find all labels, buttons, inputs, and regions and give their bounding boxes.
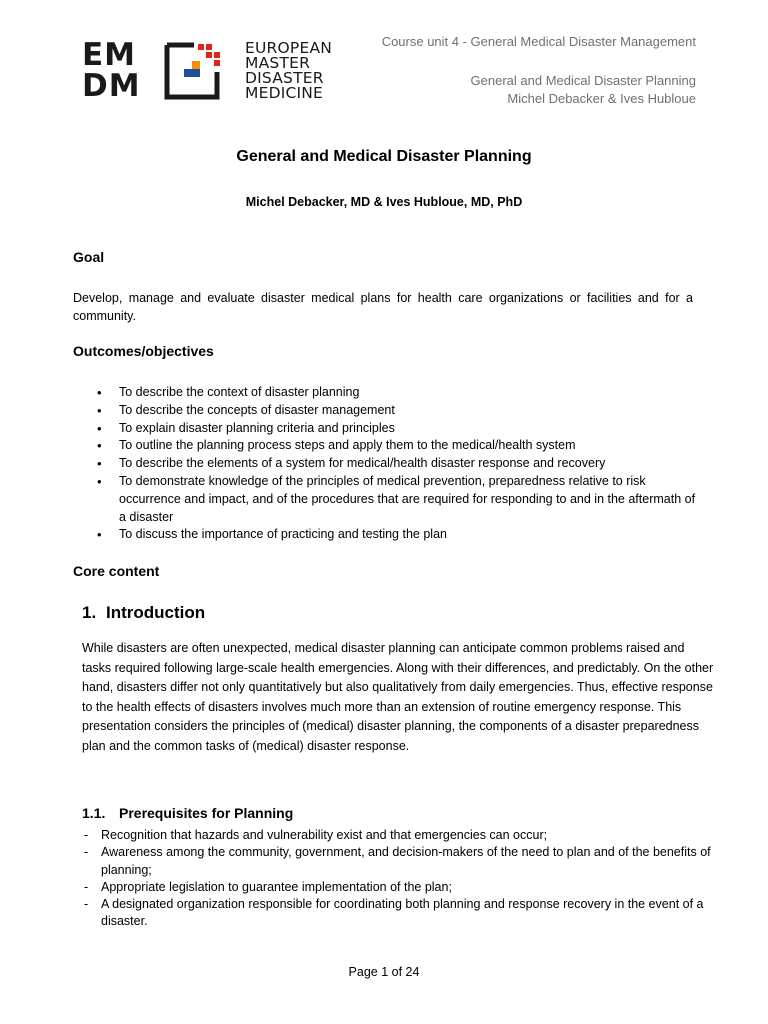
objectives-list (97, 384, 697, 544)
logo-letters (82, 37, 141, 104)
list-item: • To describe the context of disaster planning (97, 384, 697, 402)
section-heading-introduction (82, 603, 205, 623)
list-item: - Appropriate legislation to guarantee implementation of the plan; (82, 879, 712, 896)
logo-wordmark (245, 41, 332, 101)
subsection-heading-prerequisites (82, 805, 293, 821)
prerequisites-list (82, 827, 712, 931)
logo-word: MASTER (245, 54, 311, 72)
logo-word: MEDICINE (245, 84, 324, 102)
emdm-logo (82, 37, 342, 104)
running-title: General and Medical Disaster Planning (470, 73, 696, 88)
objectives-heading: Outcomes/objectives (73, 343, 214, 359)
list-item: • To describe the elements of a system for medical/health disaster response and recovery (97, 455, 697, 473)
introduction-text: While disasters are often unexpected, medical disaster planning can anticipate common problems raised and tasks required following large-scale health emergencies. Along with their differences, and predictably. On the other hand, disasters differ not only quantitatively but also qualitatively from daily emergencies. Thus, effective response to the health effects of disasters involves much more than an extension of routine emergency response. This presentation considers the principles of (medical) disaster planning, the components of a disaster preparedness plan and the common tasks of (medical) disaster response. (82, 641, 714, 753)
goal-heading: Goal (73, 249, 105, 265)
logo-word: EUROPEAN (245, 39, 333, 57)
list-item: • To demonstrate knowledge of the principles of medical prevention, preparedness relative to risk occurrence and impact, and of the procedures that are required for responding to and in the aftermath of a disaster (97, 473, 697, 526)
list-item: • To discuss the importance of practicing and testing the plan (97, 526, 697, 544)
running-authors: Michel Debacker & Ives Hubloue (507, 91, 696, 106)
list-item: • To explain disaster planning criteria and principles (97, 420, 697, 438)
subsection-title: Prerequisites for Planning (119, 805, 294, 821)
logo-letters-top: EM (82, 37, 137, 73)
goal-text: Develop, manage and evaluate disaster medical plans for health care organizations or facilities and for a community. (73, 291, 693, 323)
section-title: Introduction (106, 603, 206, 622)
list-item: - A designated organization responsible for coordinating both planning and response recovery in the event of a disaster. (82, 896, 712, 931)
list-item: - Awareness among the community, government, and decision-makers of the need to plan and of the benefits of planning; (82, 844, 712, 879)
list-item: • To describe the concepts of disaster management (97, 402, 697, 420)
page-number: Page 1 of 24 (348, 965, 420, 979)
document-authors: Michel Debacker, MD & Ives Hubloue, MD, PhD (245, 195, 523, 209)
list-item: • To outline the planning process steps and apply them to the medical/health system (97, 437, 697, 455)
logo-word: DISASTER (245, 69, 324, 87)
document-title: General and Medical Disaster Planning (236, 148, 532, 165)
core-content-heading: Core content (73, 563, 160, 579)
list-item: - Recognition that hazards and vulnerability exist and that emergencies can occur; (82, 827, 712, 844)
logo-mark-icon (164, 42, 220, 100)
logo-letters-bottom: DM (82, 68, 141, 104)
running-header (382, 33, 696, 108)
section-number: 1. (82, 603, 97, 622)
subsection-number: 1.1. (82, 805, 106, 821)
course-unit-label: Course unit 4 - General Medical Disaster Management (381, 34, 696, 49)
